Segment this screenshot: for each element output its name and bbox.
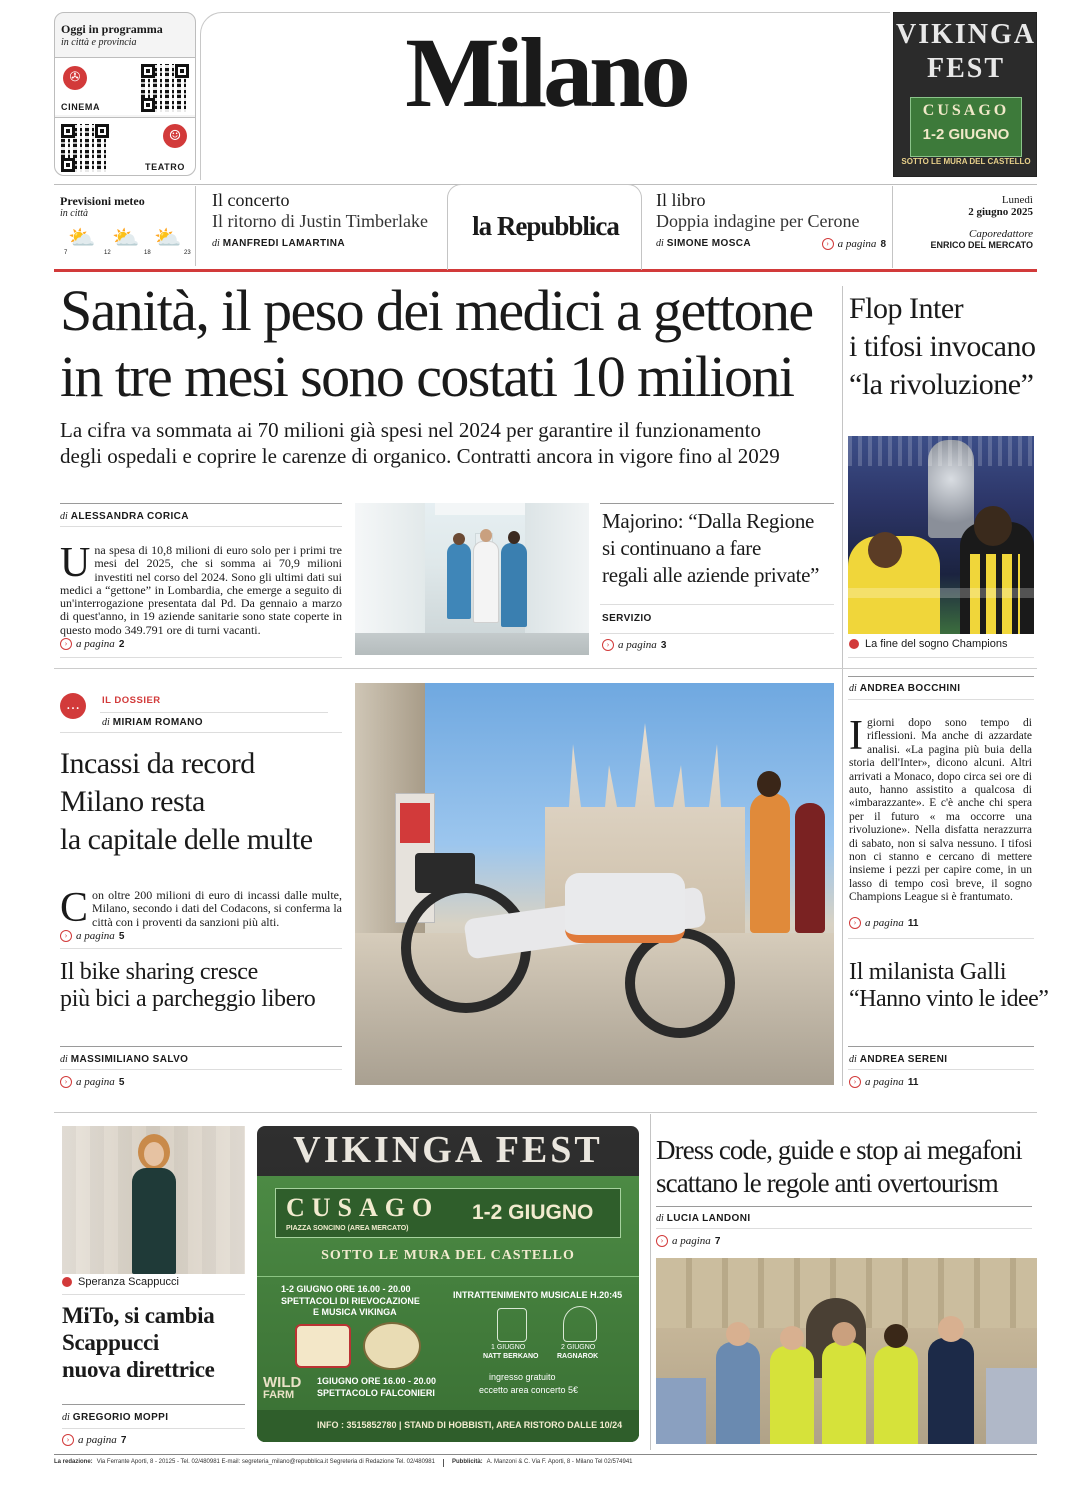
ad-left-3: E MUSICA VIKINGA bbox=[313, 1307, 397, 1317]
ad-castle: SOTTO LE MURA DEL CASTELLO bbox=[321, 1248, 575, 1263]
inter-title-3[interactable]: “la rivoluzione” bbox=[849, 368, 1034, 401]
ad-small-green-box bbox=[910, 97, 1022, 157]
editor-role: Caporedattore bbox=[969, 228, 1033, 240]
dress-page-link[interactable]: › a pagina 7 bbox=[656, 1235, 720, 1247]
ad-wild: WILD bbox=[263, 1374, 302, 1391]
concerto-title: Il ritorno di Justin Timberlake bbox=[212, 211, 428, 231]
dossier-title-1[interactable]: Incassi da record bbox=[60, 747, 255, 780]
ad-small-dates: 1-2 GIUGNO bbox=[922, 126, 1010, 143]
qr-code-icon bbox=[141, 64, 189, 112]
ad-right-1: INTRATTENIMENTO MUSICALE H.20:45 bbox=[453, 1290, 623, 1300]
mito-title-2[interactable]: Scappucci bbox=[62, 1330, 159, 1355]
ad-band2-name: RAGNAROK bbox=[557, 1353, 599, 1360]
sun-cloud-icon: ⛅ bbox=[154, 226, 182, 251]
dress-title-1[interactable]: Dress code, guide e stop ai megafoni bbox=[656, 1135, 1022, 1165]
repubblica-box bbox=[447, 184, 642, 270]
libro-teaser[interactable] bbox=[656, 190, 886, 266]
mito-title-1[interactable]: MiTo, si cambia bbox=[62, 1303, 215, 1328]
ad-band1-date: 1 GIUGNO bbox=[491, 1344, 526, 1351]
inter-caption: La fine del sogno Champions bbox=[849, 638, 1007, 650]
meteo-hour: 12 bbox=[104, 250, 111, 256]
inter-page-link[interactable]: › a pagina 11 bbox=[849, 917, 918, 929]
dossier-byline: di MIRIAM ROMANO bbox=[102, 717, 203, 728]
dress-title-2[interactable]: scattano le regole anti overtourism bbox=[656, 1168, 998, 1198]
ad-falconieri-1: 1GIUGNO ORE 16.00 - 20.00 bbox=[317, 1376, 437, 1386]
date-full: 2 giugno 2025 bbox=[968, 206, 1033, 218]
dossier-kicker: IL DOSSIER bbox=[102, 695, 161, 706]
lead-deck-1: La cifra va sommata ai 70 milioni già spesi nel 2024 per garantire il funzionamento bbox=[60, 418, 761, 442]
qr-code-icon bbox=[61, 124, 109, 172]
ad-farm: FARM bbox=[263, 1389, 295, 1401]
record-dot-icon bbox=[62, 1277, 72, 1287]
ad-falconieri-2: SPETTACOLO FALCONIERI bbox=[317, 1388, 435, 1398]
ad-free-1: ingresso gratuito bbox=[489, 1372, 556, 1382]
footer-pubblicita-text: A. Manzoni & C. Via F. Aporti, 8 - Milano Tel 02/574941 bbox=[486, 1459, 633, 1465]
ad-free-2: eccetto area concerto 5€ bbox=[479, 1385, 579, 1395]
ad-band1-name: NATT BERKANO bbox=[483, 1353, 539, 1360]
concerto-teaser[interactable] bbox=[212, 190, 444, 266]
lead-headline-2[interactable]: in tre mesi sono costati 10 milioni bbox=[60, 344, 794, 409]
footer-redazione-text: Via Ferrante Aporti, 8 - 20125 - Tel. 02/480981 E-mail: segreteria_milano@repubblica.it Segreteria di Redazione Tel. 02/480981 bbox=[96, 1459, 435, 1465]
masthead-title[interactable]: Milano bbox=[405, 17, 687, 128]
bike-title-1[interactable]: Il bike sharing cresce bbox=[60, 959, 258, 985]
lead-deck-2: degli ospedali e coprire le carenze di organico. Contratti ancora in vigore fino al 2029 bbox=[60, 444, 780, 468]
majorino-title-2[interactable]: si continuano a fare bbox=[602, 536, 762, 560]
ad-small-line2: FEST bbox=[926, 53, 1006, 84]
arrow-right-icon: › bbox=[849, 917, 861, 929]
arrow-right-icon: › bbox=[849, 1076, 861, 1088]
dossier-title-2[interactable]: Milano resta bbox=[60, 785, 205, 818]
programma-box bbox=[54, 12, 196, 176]
arrow-right-icon: › bbox=[602, 639, 614, 651]
galli-byline: di ANDREA SERENI bbox=[849, 1054, 948, 1065]
lead-headline-1[interactable]: Sanità, il peso dei medici a gettone bbox=[60, 278, 813, 343]
arrow-right-icon: › bbox=[60, 1076, 72, 1088]
teatro-label: TEATRO bbox=[145, 162, 185, 172]
arrow-right-icon: › bbox=[656, 1235, 668, 1247]
dress-byline: di LUCIA LANDONI bbox=[656, 1213, 751, 1224]
dossier-page-link[interactable]: › a pagina 5 bbox=[60, 930, 124, 942]
record-dot-icon bbox=[849, 639, 859, 649]
ad-dates: 1-2 GIUGNO bbox=[472, 1201, 594, 1224]
bike-title-2[interactable]: più bici a parcheggio libero bbox=[60, 986, 316, 1012]
footer-bar bbox=[54, 1459, 633, 1467]
majorino-title-3[interactable]: regali alle aziende private” bbox=[602, 563, 820, 587]
inter-body: Igiorni dopo sono tempo di riflessioni. Ma anche di azzardate analisi. «La pagina più buia della storia dell'Inter», dicono alcuni. Altri arrivati a Monaco, dopo circa sei ore di auto, hanno assistito a qualcosa di «imbarazzante». E c'è anche chi spera per il futuro « ma occorre una rivoluzione». Nella disfatta nerazzurra di sabato, non si salva nessuno. I tifosi non ci stanno e cercano di mettere insieme i pezzi per capire come, in un lasso di tempo così breve, il sogno Champions League si è frantumato. bbox=[849, 713, 1032, 904]
lead-body: Una spesa di 10,8 milioni di euro solo per i primi tre mesi del 2025, che si somma ai 70,9 milioni investiti nel corso del 2024. Sono gli ultimi dati sui medici a “gettone” in Lombardia, che emerge a seguito di un'interrogazione presentata dal Pd. Da gennaio a marzo di quest'anno, in 19 aziende sanitarie sono state coperte in questo modo 349.791 ore di turni vacanti. bbox=[60, 540, 342, 637]
tourism-stewards-photo bbox=[656, 1258, 1037, 1444]
repubblica-brand[interactable]: la Repubblica bbox=[472, 211, 619, 241]
arrow-right-icon: › bbox=[62, 1434, 74, 1446]
date-day: Lunedì bbox=[1001, 194, 1033, 206]
bike-byline: di MASSIMILIANO SALVO bbox=[60, 1054, 189, 1065]
ad-address: PIAZZA SONCINO (AREA MERCATO) bbox=[286, 1225, 409, 1232]
ad-band-logo bbox=[497, 1308, 527, 1342]
programma-title: Oggi in programma bbox=[61, 22, 163, 36]
arrow-right-icon: › bbox=[822, 238, 834, 250]
dossier-body: Con oltre 200 milioni di euro di incassi dalle multe, Milano, secondo i dati del Codacons, si conferma la città con i proventi da sanzioni più alti. bbox=[60, 885, 342, 931]
libro-page-link[interactable]: › a pagina 8 bbox=[822, 238, 886, 250]
bike-sharing-duomo-photo bbox=[355, 683, 834, 1085]
meteo-subtitle: in città bbox=[60, 208, 89, 219]
sun-cloud-icon: ⛅ bbox=[68, 226, 96, 251]
footer-pubblicita-label: Pubblicità: bbox=[451, 1459, 483, 1465]
sun-cloud-icon: ⛅ bbox=[112, 226, 140, 251]
inter-byline: di ANDREA BOCCHINI bbox=[849, 683, 961, 694]
cinema-label: CINEMA bbox=[61, 102, 101, 112]
programma-subtitle: in città e provincia bbox=[61, 37, 137, 48]
mito-caption: Speranza Scappucci bbox=[62, 1276, 179, 1288]
meteo-hour: 18 bbox=[144, 250, 151, 256]
arrow-right-icon: › bbox=[60, 638, 72, 650]
dossier-title-3[interactable]: la capitale delle multe bbox=[60, 823, 313, 856]
concerto-byline: di MANFREDI LAMARTINA bbox=[212, 238, 345, 249]
ad-logo-badge bbox=[363, 1322, 421, 1370]
mito-byline: di GREGORIO MOPPI bbox=[62, 1412, 169, 1423]
meteo-hour: 23 bbox=[184, 250, 191, 256]
footer-redazione-label: La redazione: bbox=[54, 1459, 93, 1465]
ad-small-line1: VIKINGA bbox=[895, 19, 1036, 50]
teatro-card[interactable] bbox=[55, 117, 195, 175]
libro-title: Doppia indagine per Cerone bbox=[656, 211, 860, 231]
majorino-label: SERVIZIO bbox=[602, 613, 652, 624]
inter-title-1[interactable]: Flop Inter bbox=[849, 292, 964, 325]
ad-title: VIKINGA FEST bbox=[293, 1129, 603, 1171]
inter-players-photo bbox=[848, 436, 1034, 634]
film-reel-icon: ✇ bbox=[63, 66, 87, 90]
ad-small-footer: SOTTO LE MURA DEL CASTELLO bbox=[901, 157, 1031, 166]
majorino-page-link[interactable]: › a pagina 3 bbox=[602, 639, 666, 651]
ad-left-1: 1-2 GIUGNO ORE 16.00 - 20.00 bbox=[281, 1284, 411, 1294]
galli-page-link[interactable]: › a pagina 11 bbox=[849, 1076, 918, 1088]
lead-byline: di ALESSANDRA CORICA bbox=[60, 511, 189, 522]
ad-place-box bbox=[275, 1188, 621, 1238]
libro-kicker: Il libro bbox=[656, 190, 706, 210]
editor-name: ENRICO DEL MERCATO bbox=[930, 240, 1033, 250]
hospital-corridor-photo bbox=[355, 503, 589, 655]
ad-band-logo bbox=[563, 1306, 597, 1342]
meteo-title: Previsioni meteo bbox=[60, 194, 145, 208]
masthead-title-box bbox=[200, 12, 890, 180]
meteo-box bbox=[54, 186, 196, 266]
ad-vikinga-small[interactable] bbox=[893, 12, 1037, 177]
chat-bubble-icon: … bbox=[60, 693, 86, 719]
meteo-hour: 7 bbox=[64, 250, 68, 256]
lead-page-link[interactable]: › a pagina 2 bbox=[60, 638, 124, 650]
ad-small-place: CUSAGO bbox=[922, 102, 1010, 119]
ad-footer: INFO : 3515852780 | STAND DI HOBBISTI, AREA RISTORO DALLE 10/24 bbox=[317, 1420, 623, 1430]
galli-title-2[interactable]: “Hanno vinto le idee” bbox=[849, 986, 1049, 1012]
ad-logo-badge bbox=[295, 1324, 351, 1368]
mito-title-3[interactable]: nuova direttrice bbox=[62, 1357, 215, 1382]
theatre-mask-icon: ☺ bbox=[163, 124, 187, 148]
scappucci-portrait-photo bbox=[62, 1126, 245, 1274]
inter-title-2[interactable]: i tifosi invocano bbox=[849, 330, 1036, 363]
bike-page-link[interactable]: › a pagina 5 bbox=[60, 1076, 124, 1088]
ad-band2-date: 2 GIUGNO bbox=[561, 1344, 596, 1351]
galli-title-1[interactable]: Il milanista Galli bbox=[849, 959, 1007, 985]
majorino-title-1[interactable]: Majorino: “Dalla Regione bbox=[602, 509, 815, 533]
mito-page-link[interactable]: › a pagina 7 bbox=[62, 1434, 126, 1446]
cinema-card[interactable] bbox=[55, 57, 195, 115]
arrow-right-icon: › bbox=[60, 930, 72, 942]
date-box bbox=[893, 194, 1033, 264]
ad-vikinga-fest[interactable] bbox=[257, 1126, 639, 1442]
ad-left-2: SPETTACOLI DI RIEVOCAZIONE bbox=[281, 1296, 420, 1306]
libro-byline: di SIMONE MOSCA bbox=[656, 238, 752, 249]
concerto-kicker: Il concerto bbox=[212, 190, 290, 210]
ad-place: CUSAGO bbox=[286, 1193, 440, 1222]
